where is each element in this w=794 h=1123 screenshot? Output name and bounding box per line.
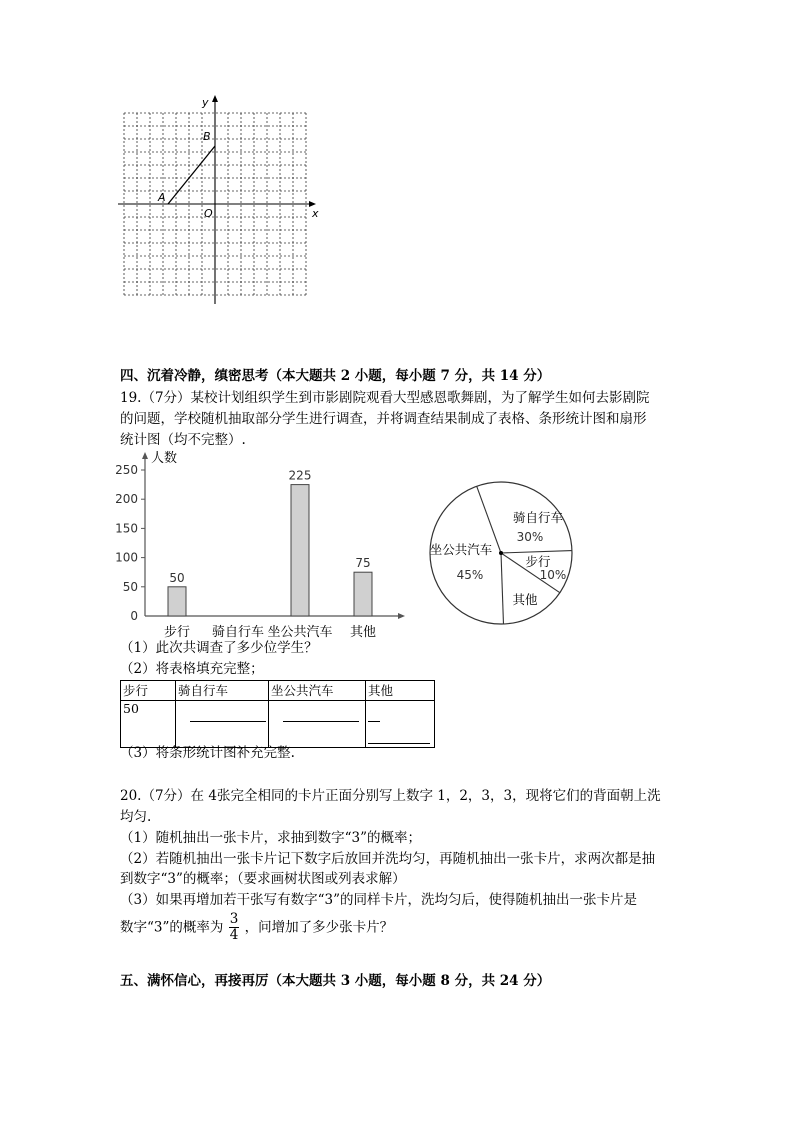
bar-category-label: 步行	[163, 625, 191, 640]
table-header-other: 其他	[366, 681, 435, 701]
y-axis-label: y	[202, 96, 209, 109]
y-axis-arrow-icon	[212, 95, 218, 102]
pie-slice-label: 其他	[512, 592, 538, 607]
pie-slice-label: 坐公共汽车	[429, 542, 493, 557]
table-cell-bike[interactable]	[176, 701, 269, 748]
q19-sub3: （3）将条形统计图补充完整.	[120, 745, 295, 761]
bar	[168, 587, 186, 616]
table-cell-other[interactable]	[366, 701, 435, 748]
q20-line2: 均匀.	[120, 809, 152, 825]
q19-line3: 统计图（均不完整）.	[120, 432, 246, 448]
table-cell-bus[interactable]	[269, 701, 366, 748]
bar-y-arrow-icon	[142, 452, 148, 459]
bar	[354, 572, 372, 616]
q19-line1: 19.（7分）某校计划组织学生到市影剧院观看大型感恩歌舞剧，为了解学生如何去影剧院	[120, 390, 650, 406]
pie-slice-label: 骑自行车	[512, 510, 564, 525]
table-header-bus: 坐公共汽车	[269, 681, 366, 701]
bar-category-label: 其他	[349, 625, 377, 640]
pie-slice-label: 步行	[525, 554, 551, 569]
coordinate-grid-figure	[114, 92, 324, 307]
q19-sub2: （2）将表格填充完整；	[120, 661, 264, 677]
point-a-label: A	[158, 191, 166, 204]
bar-category-label: 坐公共汽车	[267, 625, 333, 640]
bar-data-label: 75	[355, 556, 371, 571]
section4-heading: 四、沉着冷静，缜密思考（本大题共 2 小题，每小题 7 分，共 14 分）	[120, 368, 551, 384]
table-row	[121, 701, 435, 748]
bar-chart	[110, 448, 410, 643]
bar-y-tick-label: 50	[122, 579, 138, 594]
pie-chart	[420, 474, 582, 636]
fraction	[229, 912, 240, 943]
table-header-row	[121, 681, 435, 701]
table-header-bike: 骑自行车	[176, 681, 269, 701]
x-axis-label: x	[312, 207, 319, 220]
bar-y-tick-label: 200	[115, 492, 138, 507]
pie-slice-pct: 30%	[516, 530, 544, 544]
bar-y-label: 人数	[151, 451, 178, 466]
pie-slice-pct: 45%	[456, 568, 484, 582]
table-header-walk: 步行	[121, 681, 176, 701]
bar	[291, 485, 309, 616]
origin-label: O	[204, 207, 213, 220]
table-cell-walk: 50	[121, 701, 176, 748]
q20-line1: 20.（7分）在 4张完全相同的卡片正面分别写上数字 1，2，3，3，现将它们的背面朝上洗	[120, 788, 661, 804]
fraction-denominator: 4	[229, 927, 239, 943]
q20-sub3b-post: ，问增加了多少张卡片？	[244, 919, 394, 936]
bar-y-tick-label: 150	[115, 521, 138, 536]
q19-line2: 的问题，学校随机抽取部分学生进行调查，并将调查结果制成了表格、条形统计图和扇形	[120, 411, 647, 427]
q20-sub2b: 到数字“3”的概率；（要求画树状图或列表求解）	[120, 871, 406, 887]
bar-x-arrow-icon	[398, 613, 405, 619]
pie-slice-pct: 10%	[539, 568, 567, 582]
q19-sub1: （1）此次共调查了多少位学生？	[120, 640, 318, 656]
q20-sub3b-pre: 数字“3”的概率为	[120, 919, 224, 936]
q20-sub3b	[120, 912, 393, 952]
q20-sub1: （1）随机抽出一张卡片，求抽到数字“3”的概率；	[120, 830, 421, 846]
fraction-numerator: 3	[229, 911, 239, 927]
q20-sub2a: （2）若随机抽出一张卡片记下数字后放回并洗均匀，再随机抽出一张卡片，求两次都是抽	[120, 851, 656, 867]
q20-sub3a: （3）如果再增加若干张写有数字“3”的同样卡片，洗均匀后，使得随机抽出一张卡片是	[120, 892, 637, 908]
bar-y-tick-label: 250	[115, 463, 138, 477]
point-b-label: B	[203, 130, 211, 143]
segment-ab	[168, 146, 215, 204]
bar-data-label: 225	[288, 468, 312, 483]
bar-data-label: 50	[169, 570, 185, 585]
bar-y-tick-label: 100	[115, 550, 138, 565]
section5-heading: 五、满怀信心，再接再厉（本大题共 3 小题，每小题 8 分，共 24 分）	[120, 973, 551, 989]
bar-y-tick-label: 0	[130, 609, 138, 623]
bar-category-label: 骑自行车	[211, 625, 265, 640]
survey-table	[120, 680, 435, 748]
pie-center-dot	[499, 551, 503, 555]
